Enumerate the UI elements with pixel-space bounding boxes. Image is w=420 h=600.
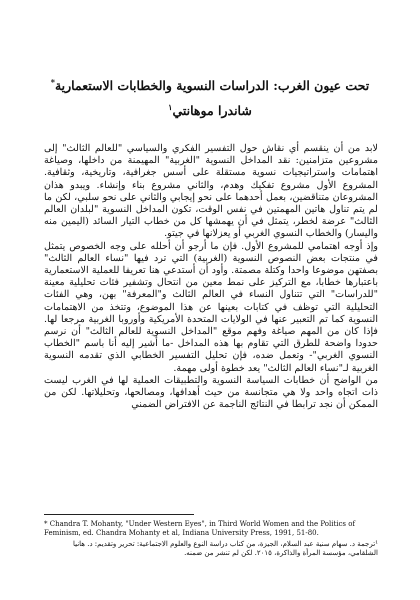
author-footnote-marker: ١ [168,102,173,112]
footnote-divider [44,514,194,515]
paragraph: من الواضح أن خطابات السياسة النسوية والتطبيقات العملية لها في الغرب ليست ذات اتجاه واحد ولا هي متجانسة من حيث أهدافها، ومصالحها، وتحليلاتها. لكن من الممكن أن نجد ترابطا في النتائج الناجمة عن الافتراض الضمني [44,374,378,411]
title-footnote-marker: * [50,77,55,87]
paragraph: لابد من أن ينقسم أي نقاش حول التفسير الفكري والسياسي "للعالم الثالث" إلى مشروعين متزامنين: نقد المداخل النسوية "الغربية" المهيمنة من داخلها، وصياغة اهتمامات واستراتيجيات نسوية مستقلة على أسس جغرافية، وتاريخية، وثقافية. المشروع الأول مشروع تفكيك وهدم، والثاني مشروع بناء وإنشاء. ويبدو هذان المشروعان متناقضين، بعمل أحدهما على نحو إيجابي والثاني على نحو سلبي، لكن ما لم يتم تناول هاتين المهمتين في نفس الوقت، تكون المداخل النسوية "لبلدان العالم الثالث" عرضة لخطر، يتمثل في أن يهمشها كل من خطاب التيار السائد (اليمين منه واليسار) والخطاب النسوي الغربي أو يعزلانها في جيتو. [44,143,378,240]
title-text: تحت عيون الغرب: الدراسات النسوية والخطابات الاستعمارية [54,78,370,94]
paragraph: وإذ أوجه اهتمامي للمشروع الأول. فإن ما أرجو أن أحلله على وجه الخصوص يتمثل في منتجات بعض النصوص النسوية (الغربية) التي ترد فيها "نساء العالم الثالث" بصفتهن موضوعا واحدا وكتلة مصمتة. وأود أن أستدعي هنا تعريفا للعملية الاستعمارية باعتبارها خطابا، مع التركيز على نمط معين من انتحال وتشفير فئات تحليلية معينة "للدراسات" التي تتناول النساء في العالم الثالث و"المعرفة" بهن، وهي الفئات التحليلية التي توظف في كتابات بعينها عن هذا الموضوع، وتتخذ من الاهتمامات النسوية كما تم التعبير عنها في الولايات المتحدة الأمريكية وأوروبا الغربية مرجعا لها. فإذا كان من المهم صياغة وفهم موقع "المداخل النسوية للعالم الثالث" أن نرسم حدودا واضحة للطرق التي تقاوم بها هذه المداخل -ما أشير إليه أنا باسم "الخطاب النسوي الغربي"- وتعمل ضده، فإن تحليل التفسير الخطابي الذي تقدمه النسوية الغربية لـ"نساء العالم الثالث" يعد خطوة أولى مهمة. [44,240,379,374]
page-title [30,74,390,94]
article-body [44,143,378,411]
author-name [30,99,390,119]
footnote-english: * Chandra T. Mohanty, "Under Western Eyes", in Third World Women and the Politics of Feminism, ed. Chandra Mohanty et al, Indiana University Press, 1991, 51-80. [44,520,356,537]
author-text: شاندرا موهانتي [172,103,252,119]
footnote-arabic: ¹ترجمة د. سهام سنية عبد السلام، الجيزة، من كتاب دراسة النوع والعلوم الاجتماعية: تحرير وتقديم: د. هانيا الشلقامي، مؤسسة المرأة والذاكرة، ٢٠١٥. لكن لم تنشر من ضمنه. [72,540,378,557]
